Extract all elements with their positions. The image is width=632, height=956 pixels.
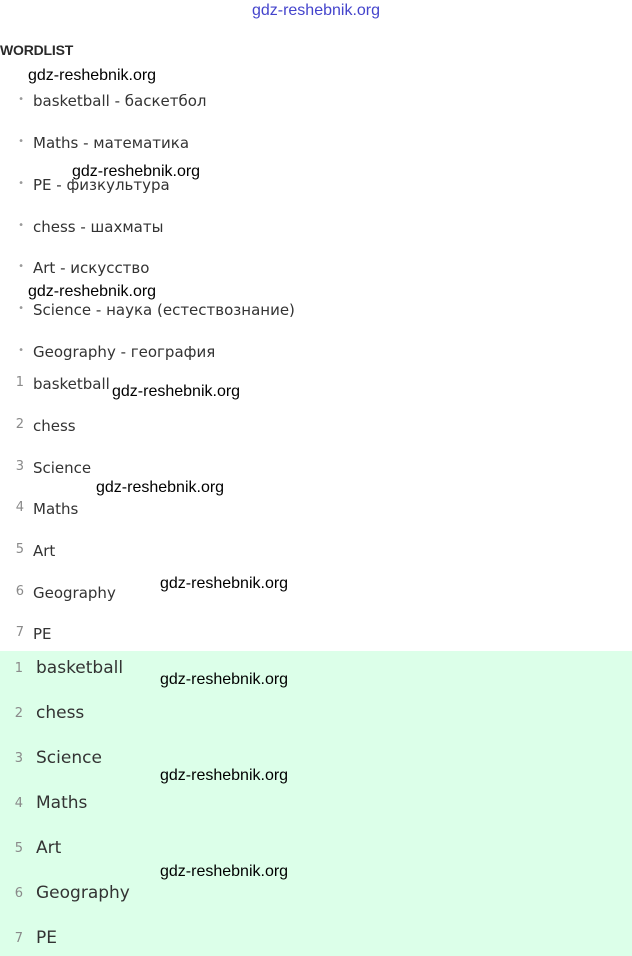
wordlist-item-text: PE - физкультура [33,176,170,194]
numbered-item-text: Maths [33,500,79,518]
answer-text: chess [36,703,85,723]
answer-box [0,651,632,956]
item-number: 1 [15,375,24,390]
item-number: 7 [15,625,24,640]
item-number: 2 [15,417,24,432]
watermark-text: gdz-reshebnik.org [160,671,289,688]
watermark-text: gdz-reshebnik.org [112,383,241,400]
bullet-icon: • [18,220,24,231]
bullet-icon: • [18,178,24,189]
numbered-item-text: chess [33,417,76,435]
answer-text: Art [36,838,62,858]
bullet-icon: • [18,303,24,314]
numbered-item-text: PE [33,625,52,643]
bullet-icon: • [18,345,24,356]
numbered-item-text: Art [33,542,56,560]
watermark-text: gdz-reshebnik.org [160,863,289,880]
bullet-icon: • [18,94,24,105]
numbered-item-text: basketball [33,375,110,393]
answer-number: 1 [14,661,23,676]
answer-number: 2 [14,706,23,721]
numbered-item-text: Science [33,459,92,477]
answer-number: 5 [14,841,23,856]
wordlist-item-text: Art - искусство [33,259,150,277]
watermark-text: gdz-reshebnik.org [160,767,289,784]
wordlist-item-text: Maths - математика [33,134,190,152]
answer-text: basketball [36,658,124,678]
bullet-icon: • [18,261,24,272]
wordlist-item-text: Geography - география [33,343,216,361]
answer-text: Maths [36,793,88,813]
watermark-text: gdz-reshebnik.org [28,283,157,300]
item-number: 6 [15,584,24,599]
watermark-text: gdz-reshebnik.org [72,163,201,180]
answer-number: 3 [14,751,23,766]
item-number: 4 [15,500,24,515]
numbered-item-text: Geography [33,584,116,602]
wordlist-item-text: basketball - баскетбол [33,92,207,110]
header-watermark: gdz-reshebnik.org [251,2,381,19]
answer-text: PE [36,928,57,948]
watermark-text: gdz-reshebnik.org [28,67,157,84]
item-number: 5 [15,542,24,557]
wordlist-heading: WORDLIST [0,42,74,58]
answer-number: 6 [14,886,23,901]
watermark-text: gdz-reshebnik.org [96,479,225,496]
bullet-icon: • [18,136,24,147]
answer-text: Science [36,748,102,768]
answer-number: 7 [14,931,23,946]
item-number: 3 [15,459,24,474]
answer-text: Geography [36,883,130,903]
watermark-text: gdz-reshebnik.org [160,575,289,592]
wordlist-item-text: Science - наука (естествознание) [33,301,295,319]
wordlist-item-text: chess - шахматы [33,218,164,236]
answer-number: 4 [14,796,23,811]
